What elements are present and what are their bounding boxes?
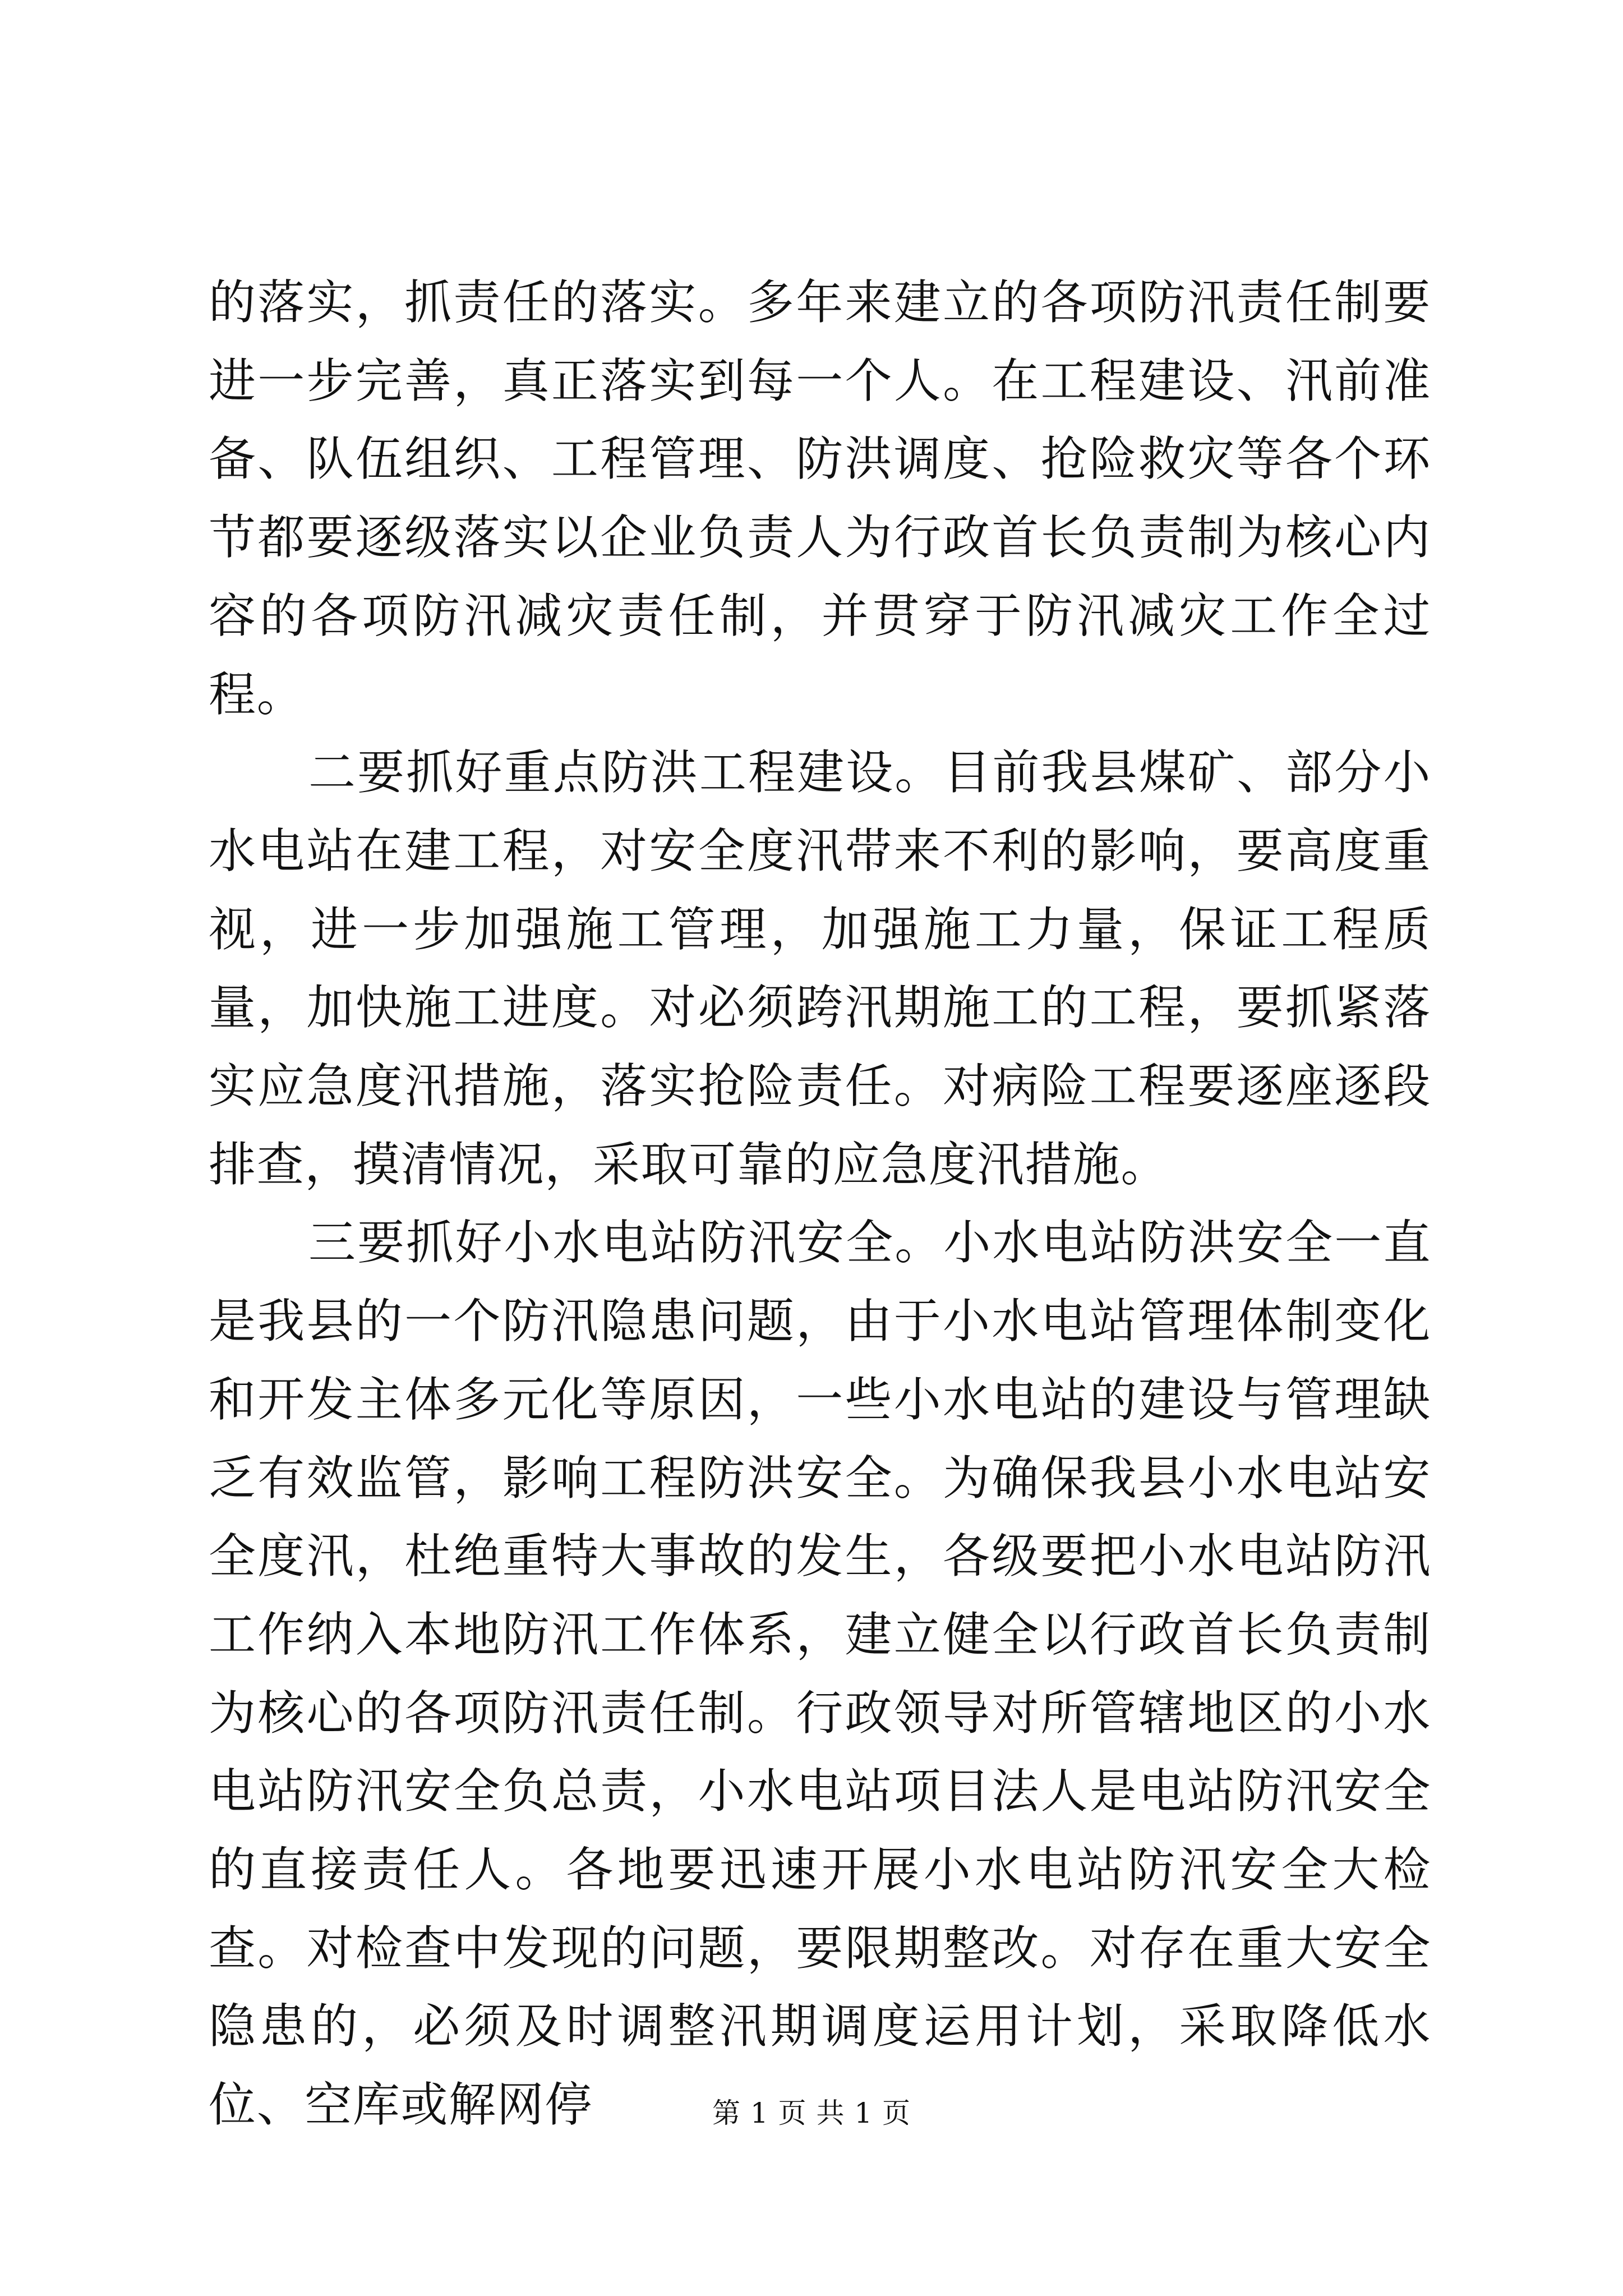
paragraph-flood-control-projects: 二要抓好重点防洪工程建设。目前我县煤矿、部分小水电站在建工程，对安全度汛带来不利的影响，要高度重视，进一步加强施工管理，加强施工力量，保证工程质量，加快施工进度。对必须跨汛期施工的工程，要抓紧落实应急度汛措施，落实抢险责任。对病险工程要逐座逐段排查，摸清情况，采取可靠的应急度汛措施。 (209, 745, 1431, 1192)
page-footer: 第 1 页 共 1 页 (712, 2097, 911, 2129)
paragraph-small-hydropower-safety: 三要抓好小水电站防汛安全。小水电站防洪安全一直是我县的一个防汛隐患问题，由于小水电站管理体制变化和开发主体多元化等原因，一些小水电站的建设与管理缺乏有效监管，影响工程防洪安全。为确保我县小水电站安全度汛，杜绝重特大事故的发生，各级要把小水电站防汛工作纳入本地防汛工作体系，建立健全以行政首长负责制为核心的各项防汛责任制。行政领导对所管辖地区的小水电站防汛安全负总责，小水电站项目法人是电站防汛安全的直接责任人。各地要迅速开展小水电站防汛安全大检查。对检查中发现的问题，要限期整改。对存在重大安全隐患的，必须及时调整汛期调度运用计划，采取降低水位、空库或解网停 (209, 1215, 1431, 2133)
paragraph-continuation: 的落实，抓责任的落实。多年来建立的各项防汛责任制要进一步完善，真正落实到每一个人。在工程建设、汛前准备、队伍组织、工程管理、防洪调度、抢险救灾等各个环节都要逐级落实以企业负责人为行政首长负责制为核心内容的各项防汛减灾责任制，并贯穿于防汛减灾工作全过程。 (209, 275, 1431, 722)
